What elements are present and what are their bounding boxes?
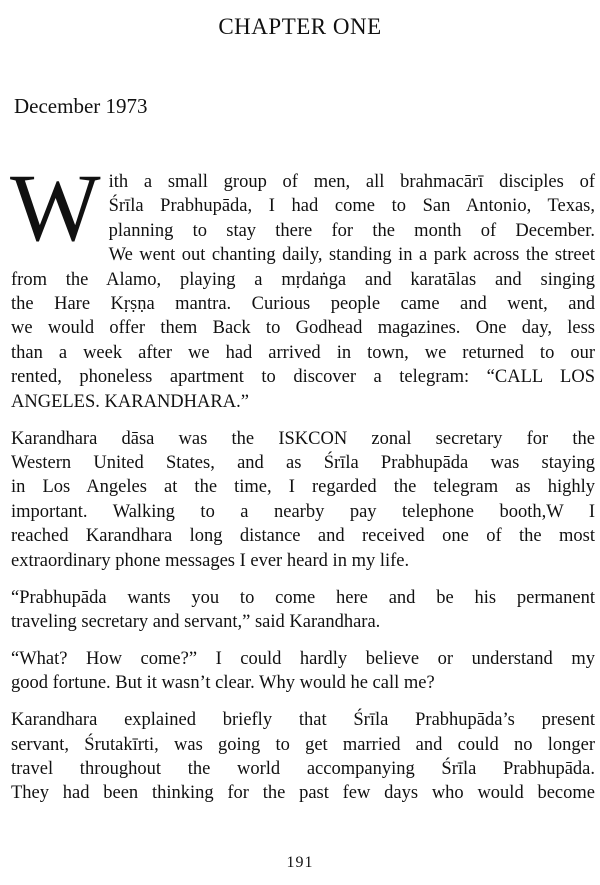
text-line: than a week after we had arrived in town, we returned to our — [11, 342, 595, 363]
drop-cap: W — [10, 154, 101, 261]
paragraph-3 — [11, 586, 595, 635]
chapter-title: CHAPTER ONE — [218, 14, 382, 39]
text-line: “Prabhupāda wants you to come here and be his permanent — [11, 587, 595, 608]
paragraph-4 — [11, 647, 595, 696]
text-line: travel throughout the world accompanying Śrīla Prabhupāda. — [11, 758, 595, 779]
text-line: we would offer them Back to Godhead magazines. One day, less — [11, 318, 595, 339]
text-line: traveling secretary and servant,” said Karandhara. — [11, 611, 381, 632]
text-line: Karandhara dāsa was the ISKCON zonal secretary for the — [11, 428, 595, 449]
text-line: good fortune. But it wasn’t clear. Why would he call me? — [11, 673, 435, 694]
text-line: important. Walking to a nearby pay telephone booth,W I — [11, 501, 595, 522]
page-number: 191 — [286, 854, 314, 871]
section-date: December 1973 — [14, 94, 148, 118]
text-line: ANGELES. KARANDHARA.” — [11, 391, 249, 412]
paragraph-5 — [11, 708, 595, 806]
text-line: from the Alamo, playing a mṛdaṅga and karatālas and singing — [11, 269, 595, 290]
text-line: They had been thinking for the past few days who would become — [11, 783, 595, 804]
text-line: rented, phoneless apartment to discover a telegram: “CALL LOS — [11, 367, 595, 388]
text-line: Karandhara explained briefly that Śrīla Prabhupāda’s present — [11, 710, 595, 731]
text-line: ith a small group of men, all brahmacārī disciples of — [108, 172, 595, 192]
paragraph-2 — [11, 427, 595, 573]
text-line: reached Karandhara long distance and received one of the most — [11, 526, 595, 547]
text-line: Western United States, and as Śrīla Prabhupāda was staying — [11, 452, 595, 473]
text-line: Śrīla Prabhupāda, I had come to San Antonio, Texas, — [108, 196, 595, 217]
text-line: servant, Śrutakīrti, was going to get married and could no longer — [11, 734, 595, 755]
text-line: the Hare Kṛṣṇa mantra. Curious people came and went, and — [11, 294, 595, 315]
text-line: planning to stay there for the month of December. — [108, 220, 595, 241]
paragraph-1 — [10, 154, 595, 414]
body-text — [10, 154, 595, 818]
text-line: We went out chanting daily, standing in a park across the street — [108, 245, 595, 266]
text-line: in Los Angeles at the time, I regarded the telegram as highly — [11, 477, 595, 498]
text-line: extraordinary phone messages I ever heard in my life. — [11, 550, 410, 571]
text-line: “What? How come?” I could hardly believe or understand my — [11, 648, 595, 669]
